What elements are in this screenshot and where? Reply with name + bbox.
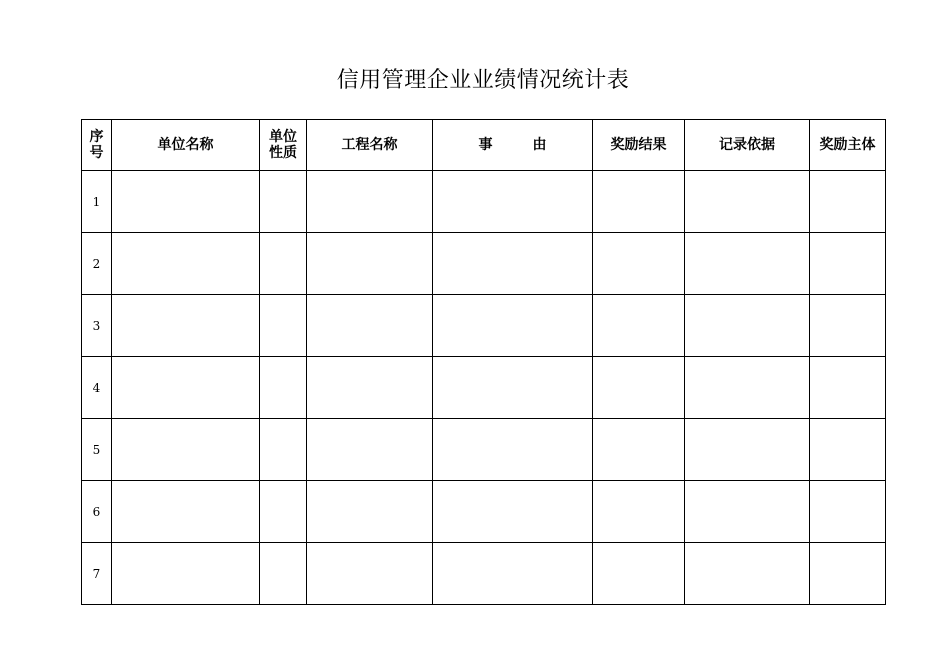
- cell-record-basis[interactable]: [685, 233, 810, 295]
- cell-seq: 1: [82, 171, 112, 233]
- cell-reward-result[interactable]: [593, 543, 685, 605]
- cell-unit-nature[interactable]: [260, 419, 307, 481]
- cell-reward-subject[interactable]: [810, 171, 886, 233]
- cell-reward-result[interactable]: [593, 419, 685, 481]
- cell-reason[interactable]: [433, 295, 593, 357]
- cell-reason[interactable]: [433, 481, 593, 543]
- cell-seq: 7: [82, 543, 112, 605]
- cell-record-basis[interactable]: [685, 481, 810, 543]
- cell-unit-name[interactable]: [112, 233, 260, 295]
- cell-unit-nature[interactable]: [260, 171, 307, 233]
- cell-project-name[interactable]: [307, 419, 433, 481]
- cell-unit-name[interactable]: [112, 543, 260, 605]
- cell-record-basis[interactable]: [685, 295, 810, 357]
- header-unit-name: 单位名称: [112, 120, 260, 171]
- cell-record-basis[interactable]: [685, 543, 810, 605]
- table-row: [82, 295, 886, 357]
- table-row: [82, 543, 886, 605]
- cell-unit-nature[interactable]: [260, 295, 307, 357]
- header-unit-nature: 单位性质: [260, 120, 307, 171]
- cell-record-basis[interactable]: [685, 357, 810, 419]
- cell-reward-subject[interactable]: [810, 233, 886, 295]
- cell-unit-name[interactable]: [112, 357, 260, 419]
- cell-reward-result[interactable]: [593, 295, 685, 357]
- cell-reward-subject[interactable]: [810, 295, 886, 357]
- header-reason: 事由: [433, 120, 593, 171]
- header-reward-subject: 奖励主体: [810, 120, 886, 171]
- cell-reward-subject[interactable]: [810, 419, 886, 481]
- cell-reward-result[interactable]: [593, 357, 685, 419]
- table-row: [82, 357, 886, 419]
- cell-reason[interactable]: [433, 357, 593, 419]
- cell-reward-subject[interactable]: [810, 543, 886, 605]
- cell-unit-nature[interactable]: [260, 543, 307, 605]
- cell-reason[interactable]: [433, 171, 593, 233]
- cell-reward-result[interactable]: [593, 171, 685, 233]
- cell-reward-result[interactable]: [593, 233, 685, 295]
- cell-reason[interactable]: [433, 233, 593, 295]
- header-record-basis: 记录依据: [685, 120, 810, 171]
- cell-project-name[interactable]: [307, 295, 433, 357]
- cell-reward-subject[interactable]: [810, 481, 886, 543]
- table-row: [82, 233, 886, 295]
- performance-table: [81, 119, 886, 605]
- cell-seq: 2: [82, 233, 112, 295]
- cell-seq: 5: [82, 419, 112, 481]
- cell-project-name[interactable]: [307, 543, 433, 605]
- header-project-name: 工程名称: [307, 120, 433, 171]
- cell-unit-name[interactable]: [112, 171, 260, 233]
- cell-seq: 3: [82, 295, 112, 357]
- cell-unit-name[interactable]: [112, 295, 260, 357]
- cell-unit-nature[interactable]: [260, 233, 307, 295]
- cell-reason[interactable]: [433, 543, 593, 605]
- header-reward-result: 奖励结果: [593, 120, 685, 171]
- cell-unit-nature[interactable]: [260, 481, 307, 543]
- cell-seq: 6: [82, 481, 112, 543]
- cell-reward-subject[interactable]: [810, 357, 886, 419]
- page-title: 信用管理企业业绩情况统计表: [336, 68, 630, 93]
- table-header-row: [82, 120, 886, 171]
- cell-unit-name[interactable]: [112, 481, 260, 543]
- cell-project-name[interactable]: [307, 233, 433, 295]
- cell-unit-nature[interactable]: [260, 357, 307, 419]
- cell-project-name[interactable]: [307, 357, 433, 419]
- cell-unit-name[interactable]: [112, 419, 260, 481]
- cell-record-basis[interactable]: [685, 419, 810, 481]
- table-row: [82, 419, 886, 481]
- cell-seq: 4: [82, 357, 112, 419]
- cell-project-name[interactable]: [307, 171, 433, 233]
- table-row: [82, 171, 886, 233]
- cell-reward-result[interactable]: [593, 481, 685, 543]
- cell-reason[interactable]: [433, 419, 593, 481]
- cell-record-basis[interactable]: [685, 171, 810, 233]
- header-seq: 序号: [82, 120, 112, 171]
- cell-project-name[interactable]: [307, 481, 433, 543]
- table-row: [82, 481, 886, 543]
